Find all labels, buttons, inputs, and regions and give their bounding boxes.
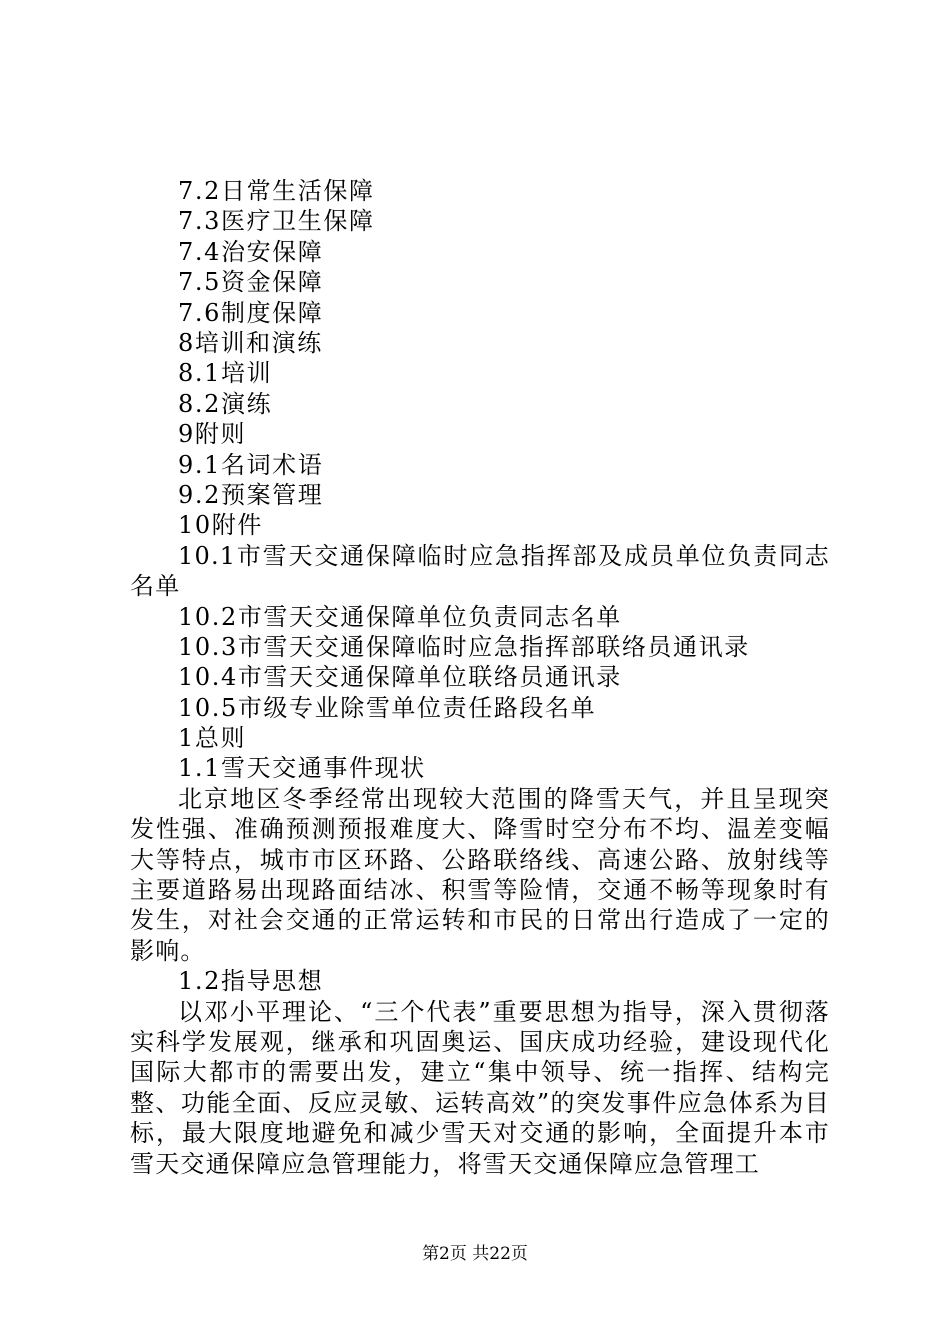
toc-line: 7.5资金保障 bbox=[178, 268, 324, 297]
section-1-2-title: 1.2指导思想 bbox=[178, 967, 324, 996]
attachment-line: 10.2市雪天交通保障单位负责同志名单 bbox=[178, 602, 622, 631]
toc-line: 9附则 bbox=[178, 420, 247, 449]
section-1-1-title: 1.1雪天交通事件现状 bbox=[178, 754, 426, 783]
section-1-title: 1总则 bbox=[178, 724, 247, 753]
toc-line: 7.2日常生活保障 bbox=[178, 177, 375, 205]
toc-line: 7.3医疗卫生保障 bbox=[178, 207, 375, 236]
toc-line: 8培训和演练 bbox=[178, 328, 323, 357]
section-1-1-body: 北京地区冬季经常出现较大范围的降雪天气，并且呈现突发性强、准确预测预报难度大、降雪时空分布不均、温差变幅大等特点，城市市区环路、公路联络线、高速公路、放射线等主要道路易出现路面结冰、积雪等险情，交通不畅等现象时有发生，对社会交通的正常运转和市民的日常出行造成了一定的影响。 bbox=[130, 784, 830, 965]
toc-line: 9.2预案管理 bbox=[178, 480, 324, 509]
toc-line: 7.4治安保障 bbox=[178, 237, 324, 266]
toc-line: 8.2演练 bbox=[178, 389, 273, 418]
attachment-line: 10.3市雪天交通保障临时应急指挥部联络员通讯录 bbox=[178, 632, 750, 661]
section-1-2-body: 以邓小平理论、“三个代表”重要思想为指导，深入贯彻落实科学发展观，继承和巩固奥运、国庆成功经验，建设现代化国际大都市的需要出发，建立“集中领导、统一指挥、结构完整、功能全面、反应灵敏、运转高效”的突发事件应急体系为目标，最大限度地避免和减少雪天对交通的影响，全面提升本市雪天交通保障应急管理能力，将雪天交通保障应急管理工 bbox=[130, 997, 830, 1178]
attachment-10-1: 10.1市雪天交通保障临时应急指挥部及成员单位负责同志名单 bbox=[130, 541, 830, 601]
attachment-line: 10.5市级专业除雪单位责任路段名单 bbox=[178, 693, 597, 722]
toc-line: 10附件 bbox=[178, 511, 263, 540]
toc-line: 7.6制度保障 bbox=[178, 298, 324, 327]
attachment-list bbox=[130, 602, 830, 724]
page-footer: 第2页 共22页 bbox=[422, 1244, 528, 1264]
attachment-line: 10.4市雪天交通保障单位联络员通讯录 bbox=[178, 663, 622, 692]
document-body bbox=[130, 176, 830, 1179]
toc-line: 9.1名词术语 bbox=[178, 450, 324, 479]
toc-list bbox=[130, 176, 830, 541]
toc-line: 8.1培训 bbox=[178, 359, 273, 388]
